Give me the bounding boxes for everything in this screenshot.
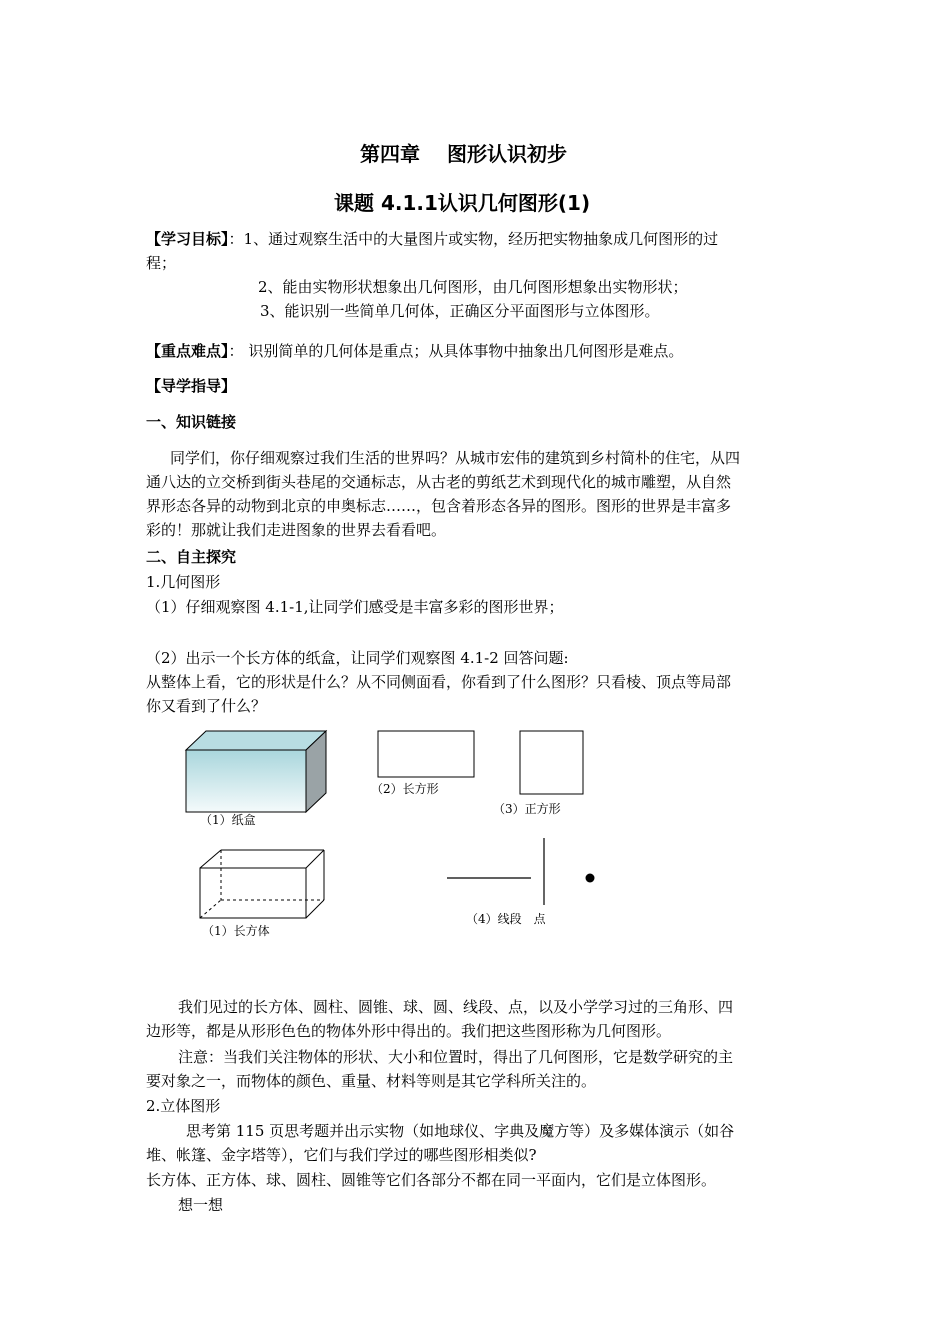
cuboid-edge — [306, 850, 324, 868]
section1-line-3: 界形态各异的动物到北京的申奥标志……，包含着形态各异的图形。图形的世界是丰富多 — [146, 497, 732, 515]
think-more: 想一想 — [178, 1196, 224, 1214]
caption-square: （3）正方形 — [493, 802, 561, 816]
sub-heading-2: 2.立体图形 — [146, 1097, 221, 1115]
section1-heading: 一、知识链接 — [146, 413, 237, 431]
question-line-2: 你又看到了什么？ — [146, 697, 267, 715]
cuboid-front — [200, 868, 306, 918]
paper-box-illustration — [186, 731, 326, 812]
paragraph-2-line-1: 注意：当我们关注物体的形状、大小和位置时，得出了几何图形，它是数学研究的主 — [178, 1048, 734, 1066]
step-1: （1）仔细观察图 4.1-1,让同学们感受是丰富多彩的图形世界； — [146, 598, 564, 616]
objectives-colon: ： — [228, 230, 244, 248]
caption-segment-point: （4）线段 点 — [466, 912, 546, 926]
key-points-text: 识别简单的几何体是重点；从具体事物中抽象出几何图形是难点。 — [248, 342, 684, 360]
objective-2: 2、能由实物形状想象出几何图形，由几何图形想象出实物形状； — [258, 278, 688, 296]
lesson-title: 课题 4.1.1认识几何图形(1) — [334, 191, 591, 215]
sub-heading-1: 1.几何图形 — [146, 573, 221, 591]
cuboid-edge — [200, 850, 221, 868]
objective-3: 3、能识别一些简单几何体，正确区分平面图形与立体图形。 — [260, 302, 660, 320]
question-line-1: 从整体上看，它的形状是什么？从不同侧面看，你看到了什么图形？只看棱、顶点等局部 — [146, 673, 732, 691]
key-points-label: 【重点难点】 — [146, 342, 229, 360]
paragraph-1-line-2: 边形等，都是从形形色色的物体外形中得出的。我们把这些图形称为几何图形。 — [146, 1022, 672, 1040]
section1-line-2: 通八达的立交桥到街头巷尾的交通标志，从古老的剪纸艺术到现代化的城市雕塑，从自然 — [146, 473, 732, 491]
section2-heading: 二、自主探究 — [146, 548, 237, 566]
paragraph-1-line-1: 我们见过的长方体、圆柱、圆锥、球、圆、线段、点，以及小学学习过的三角形、四 — [178, 998, 734, 1016]
cuboid-edge — [306, 900, 324, 918]
box-top-face — [186, 731, 326, 750]
conclusion: 长方体、正方体、球、圆柱、圆锥等它们各部分不都在同一平面内，它们是立体图形。 — [146, 1171, 717, 1189]
think-line-2: 堆、帐篷、金字塔等），它们与我们学过的哪些图形相类似? — [146, 1146, 537, 1164]
caption-paper-box: （1）纸盒 — [200, 813, 256, 827]
think-line-1: 思考第 115 页思考题并出示实物（如地球仪、字典及魔方等）及多媒体演示（如谷 — [186, 1122, 735, 1140]
guide-label: 【导学指导】 — [146, 377, 237, 395]
section1-line-1: 同学们，你仔细观察过我们生活的世界吗？从城市宏伟的建筑到乡村简朴的住宅，从四 — [170, 449, 741, 467]
section1-line-4: 彩的！那就让我们走进图象的世界去看看吧。 — [146, 521, 447, 539]
cuboid-wireframe — [200, 850, 324, 918]
box-front-face — [186, 750, 306, 812]
paragraph-2-line-2: 要对象之一，而物体的颜色、重量、材料等则是其它学科所关注的。 — [146, 1072, 597, 1090]
key-points-colon: ： — [228, 342, 244, 360]
cuboid-hidden-edge — [200, 900, 221, 918]
chapter-title: 第四章 图形认识初步 — [360, 142, 567, 166]
rectangle-shape — [378, 731, 474, 777]
objective-1: 1、通过观察生活中的大量图片或实物，经历把实物抽象成几何图形的过 — [243, 230, 719, 248]
step-2: （2）出示一个长方体的纸盒，让同学们观察图 4.1-2 回答问题: — [146, 649, 569, 667]
point-dot — [586, 874, 595, 883]
caption-cuboid: （1）长方体 — [202, 924, 270, 938]
objective-1-cont: 程； — [146, 254, 177, 272]
square-shape — [520, 731, 583, 794]
objectives-label: 【学习目标】 — [146, 230, 229, 248]
caption-rectangle: （2）长方形 — [371, 782, 439, 796]
